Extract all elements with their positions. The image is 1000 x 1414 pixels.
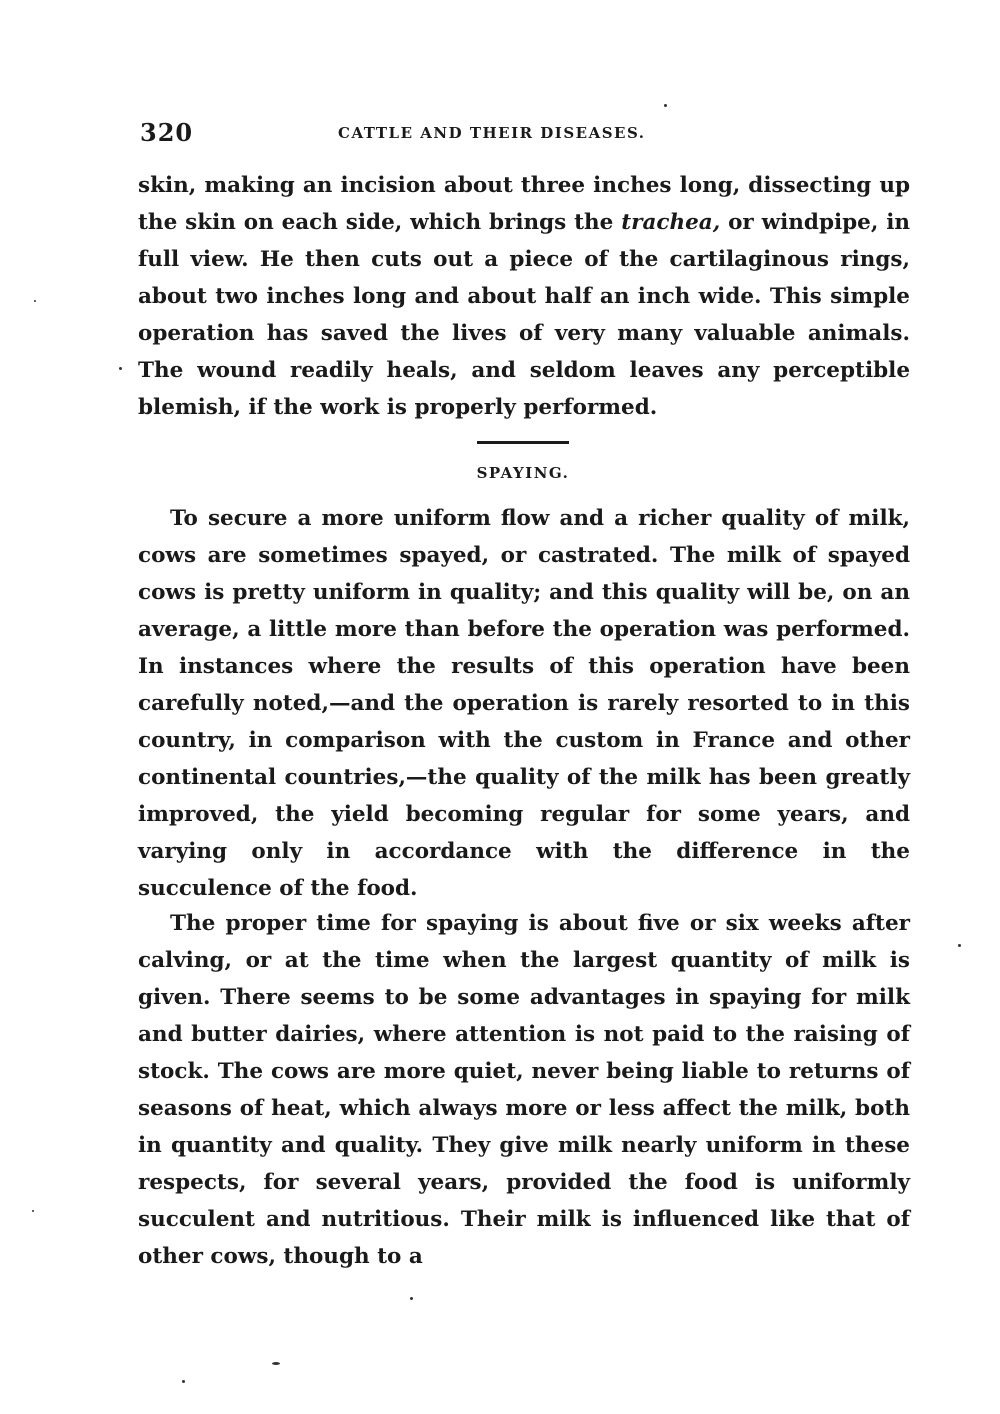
- paragraph-tracheotomy: [138, 167, 910, 426]
- scan-speck: [664, 104, 667, 107]
- scan-speck: [272, 1362, 280, 1365]
- scan-speck: [410, 1297, 413, 1300]
- section-heading-spaying: SPAYING.: [476, 464, 570, 482]
- paragraph-spaying-timing: The proper time for spaying is about five or six weeks after calving, or at the time when the largest quantity of milk is given. There seems to be some advantages in spaying for milk and butter dairies, where attention is not paid to the raising of stock. The cows are more quiet, never being liable to returns of seasons of heat, which always more or less affect the milk, both in quantity and quality. They give milk nearly uniform in these respects, for several years, provided the food is uniformly succulent and nutritious. Their milk is influenced like that of other cows, though to a: [138, 911, 910, 1269]
- paragraph-spaying-intro: To secure a more uniform flow and a richer quality of milk, cows are sometimes spayed, or castrated. The milk of spayed cows is pretty uniform in quality; and this quality will be, on an average, a little more than before the operation was performed. In instances where the results of this operation have been carefully noted,—and the operation is rarely resorted to in this country, in comparison with the custom in France and other continental countries,—the quality of the milk has been greatly improved, the yield becoming regular for some years, and varying only in accordance with the difference in the succulence of the food.: [138, 506, 910, 901]
- running-head: CATTLE AND THEIR DISEASES.: [338, 124, 646, 142]
- scan-speck: [958, 944, 961, 947]
- italic-term-trachea: trachea,: [621, 210, 721, 235]
- section-divider: [477, 441, 569, 444]
- page-header: [140, 118, 910, 158]
- scan-speck: [32, 1210, 34, 1212]
- paragraph-1-text-b: or windpipe, in full view. He then cuts out a piece of the cartilaginous rings, about two inches long and about half an inch wide. This simple operation has saved the lives of very many valuable animals. The wound readily heals, and seldom leaves any perceptible blemish, if the work is properly performed.: [138, 210, 910, 420]
- scan-speck: [182, 1380, 185, 1383]
- page-number: 320: [140, 118, 194, 147]
- scan-speck: [34, 300, 36, 302]
- paragraph-1-text-a: skin, making an incision about three inches long, dissecting up the skin on each side, which brings the: [138, 173, 910, 235]
- scan-speck: [119, 367, 122, 370]
